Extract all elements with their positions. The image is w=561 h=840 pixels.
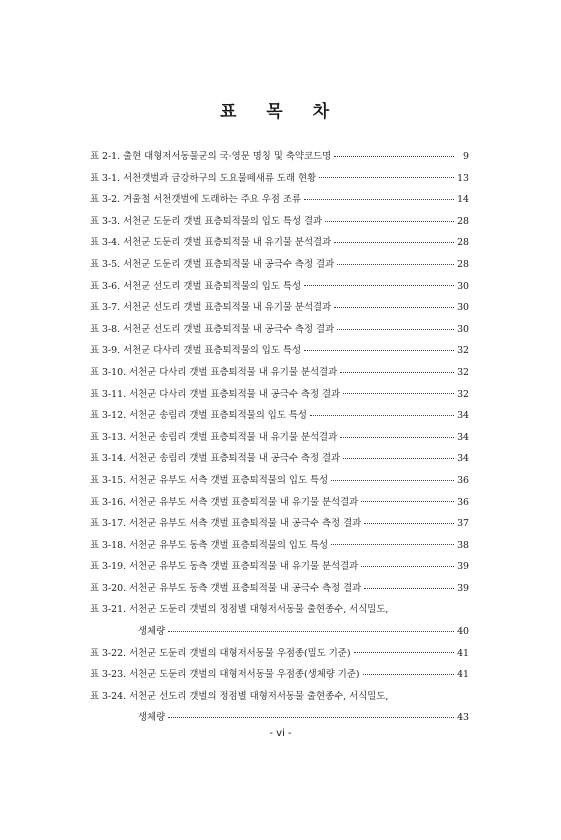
- toc-entry-label: 표 3-15. 서천군 유부도 서측 갯벌 표층퇴적물의 입도 특성: [90, 474, 329, 486]
- toc-entry[interactable]: [90, 340, 469, 362]
- toc-entry[interactable]: [90, 599, 469, 642]
- toc-entry-label: 표 3-9. 서천군 다사리 갯벌 표층퇴적물의 입도 특성: [90, 345, 302, 357]
- toc-entry-page: 34: [457, 410, 469, 422]
- toc-entry-page: 28: [457, 237, 469, 249]
- toc-entry-page: 32: [457, 366, 469, 378]
- dot-leader: [304, 198, 454, 200]
- toc-entry-label: 표 3-3. 서천군 도둔리 갯벌 표층퇴적물의 입도 특성 결과: [90, 215, 323, 227]
- toc-entry[interactable]: [90, 168, 469, 190]
- toc-entry[interactable]: [90, 427, 469, 449]
- toc-entry-label: 표 3-2. 겨울철 서천갯벌에 도래하는 주요 우점 조류: [90, 194, 302, 206]
- toc-entry[interactable]: [90, 448, 469, 470]
- table-of-contents: [90, 146, 469, 729]
- dot-leader: [343, 457, 454, 459]
- toc-entry-page: 30: [457, 280, 469, 292]
- dot-leader: [334, 306, 454, 308]
- toc-entry-page: 32: [457, 388, 469, 400]
- toc-entry[interactable]: [90, 492, 469, 514]
- toc-entry[interactable]: [90, 578, 469, 600]
- toc-entry-label-continued: 생체량: [138, 626, 166, 638]
- dot-leader: [354, 651, 454, 653]
- toc-entry-page: 40: [457, 626, 469, 638]
- dot-leader: [325, 220, 454, 222]
- toc-entry-page: 36: [457, 474, 469, 486]
- toc-entry-page: 30: [457, 302, 469, 314]
- toc-entry-label: 표 3-8. 서천군 선도리 갯벌 표층퇴적물 내 공극수 측정 결과: [90, 323, 335, 335]
- toc-entry-page: 9: [463, 151, 469, 162]
- dot-leader: [364, 587, 454, 589]
- toc-entry-page: 41: [457, 669, 469, 681]
- toc-entry-page: 39: [457, 582, 469, 594]
- toc-entry-label: 표 3-24. 서천군 선도리 갯벌의 정점별 대형저서동물 출현종수, 서식밀도,: [90, 690, 389, 702]
- toc-entry-page: 13: [457, 172, 469, 184]
- dot-leader: [340, 371, 454, 373]
- toc-entry[interactable]: [90, 513, 469, 535]
- dot-leader: [343, 392, 454, 394]
- toc-entry[interactable]: [90, 384, 469, 406]
- dot-leader: [361, 565, 454, 567]
- dot-leader: [340, 436, 454, 438]
- toc-entry-label-continued: 생체량: [138, 712, 166, 724]
- toc-entry-page: 34: [457, 453, 469, 465]
- toc-entry-page: 28: [457, 258, 469, 270]
- toc-entry-label: 표 3-17. 서천군 유부도 서측 갯벌 표층퇴적물 내 공극수 측정 결과: [90, 518, 362, 530]
- toc-entry[interactable]: [90, 643, 469, 665]
- toc-entry-label: 표 3-16. 서천군 유부도 서측 갯벌 표층퇴적물 내 유기물 분석결과: [90, 496, 359, 508]
- toc-entry[interactable]: [90, 535, 469, 557]
- dot-leader: [304, 284, 454, 286]
- toc-entry-label: 표 3-5. 서천군 도둔리 갯벌 표층퇴적물 내 공극수 측정 결과: [90, 258, 335, 270]
- dot-leader: [364, 522, 454, 524]
- dot-leader: [334, 241, 454, 243]
- toc-entry[interactable]: [90, 405, 469, 427]
- toc-entry-page: 34: [457, 431, 469, 443]
- toc-entry[interactable]: [90, 297, 469, 319]
- page-title: 표 목 차: [219, 102, 342, 122]
- toc-entry-label: 표 3-4. 서천군 도둔리 갯벌 표층퇴적물 내 유기물 분석결과: [90, 237, 332, 249]
- dot-leader: [310, 414, 454, 416]
- toc-entry-page: 37: [457, 518, 469, 530]
- toc-entry-page: 30: [457, 323, 469, 335]
- toc-entry-label: 표 3-21. 서천군 도둔리 갯벌의 정점별 대형저서동물 출현종수, 서식밀도,: [90, 604, 389, 616]
- toc-entry-page: 43: [457, 712, 469, 724]
- dot-leader: [331, 543, 454, 545]
- toc-entry-label: 표 3-18. 서천군 유부도 동측 갯벌 표층퇴적물의 입도 특성: [90, 539, 329, 551]
- toc-entry-page: 32: [457, 345, 469, 357]
- toc-entry[interactable]: [90, 319, 469, 341]
- dot-leader: [337, 263, 454, 265]
- toc-entry-label: 표 3-13. 서천군 송림리 갯벌 표층퇴적물 내 유기물 분석결과: [90, 431, 338, 443]
- dot-leader: [363, 673, 454, 675]
- toc-entry[interactable]: [90, 254, 469, 276]
- toc-entry[interactable]: [90, 146, 469, 168]
- toc-entry-page: 41: [457, 647, 469, 659]
- toc-entry-label: 표 3-1. 서천갯벌과 금강하구의 도요물떼새류 도래 현황: [90, 172, 317, 184]
- toc-entry-label: 표 3-6. 서천군 선도리 갯벌 표층퇴적물의 입도 특성: [90, 280, 302, 292]
- dot-leader: [304, 349, 454, 351]
- dot-leader: [331, 479, 454, 481]
- toc-entry[interactable]: [90, 470, 469, 492]
- dot-leader: [319, 176, 454, 178]
- toc-entry[interactable]: [90, 211, 469, 233]
- toc-entry-label: 표 3-10. 서천군 다사리 갯벌 표층퇴적물 내 유기물 분석결과: [90, 366, 338, 378]
- toc-entry[interactable]: [90, 362, 469, 384]
- toc-entry-page: 39: [457, 561, 469, 573]
- dot-leader: [168, 630, 454, 632]
- toc-entry-label: 표 3-19. 서천군 유부도 동측 갯벌 표층퇴적물 내 유기물 분석결과: [90, 561, 359, 573]
- toc-entry-page: 28: [457, 215, 469, 227]
- toc-entry-label: 표 2-1. 출현 대형저서동물군의 국·영문 명칭 및 축약코드명: [90, 151, 332, 162]
- toc-entry-page: 36: [457, 496, 469, 508]
- toc-entry-page: 14: [457, 194, 469, 206]
- page-number: - vi -: [269, 728, 292, 739]
- dot-leader: [337, 328, 454, 330]
- toc-entry[interactable]: [90, 189, 469, 211]
- toc-entry-label: 표 3-12. 서천군 송림리 갯벌 표층퇴적물의 입도 특성: [90, 410, 307, 422]
- dot-leader: [168, 716, 454, 718]
- toc-entry-label: 표 3-7. 서천군 선도리 갯벌 표층퇴적물 내 유기물 분석결과: [90, 302, 332, 314]
- toc-entry[interactable]: [90, 686, 469, 729]
- toc-entry[interactable]: [90, 556, 469, 578]
- toc-entry-label: 표 3-11. 서천군 다사리 갯벌 표층퇴적물 내 공극수 측정 결과: [90, 388, 341, 400]
- toc-entry-label: 표 3-14. 서천군 송림리 갯벌 표층퇴적물 내 공극수 측정 결과: [90, 453, 341, 465]
- toc-entry[interactable]: [90, 232, 469, 254]
- dot-leader: [361, 500, 454, 502]
- toc-entry-label: 표 3-20. 서천군 유부도 동측 갯벌 표층퇴적물 내 공극수 측정 결과: [90, 582, 362, 594]
- toc-entry-label: 표 3-22. 서천군 도둔리 갯벌의 대형저서동물 우점종(밀도 기준): [90, 647, 351, 659]
- toc-entry[interactable]: [90, 276, 469, 298]
- toc-entry-label: 표 3-23. 서천군 도둔리 갯벌의 대형저서동물 우점종(생체량 기준): [90, 669, 360, 681]
- dot-leader: [334, 155, 454, 157]
- toc-entry[interactable]: [90, 664, 469, 686]
- toc-entry-page: 38: [457, 539, 469, 551]
